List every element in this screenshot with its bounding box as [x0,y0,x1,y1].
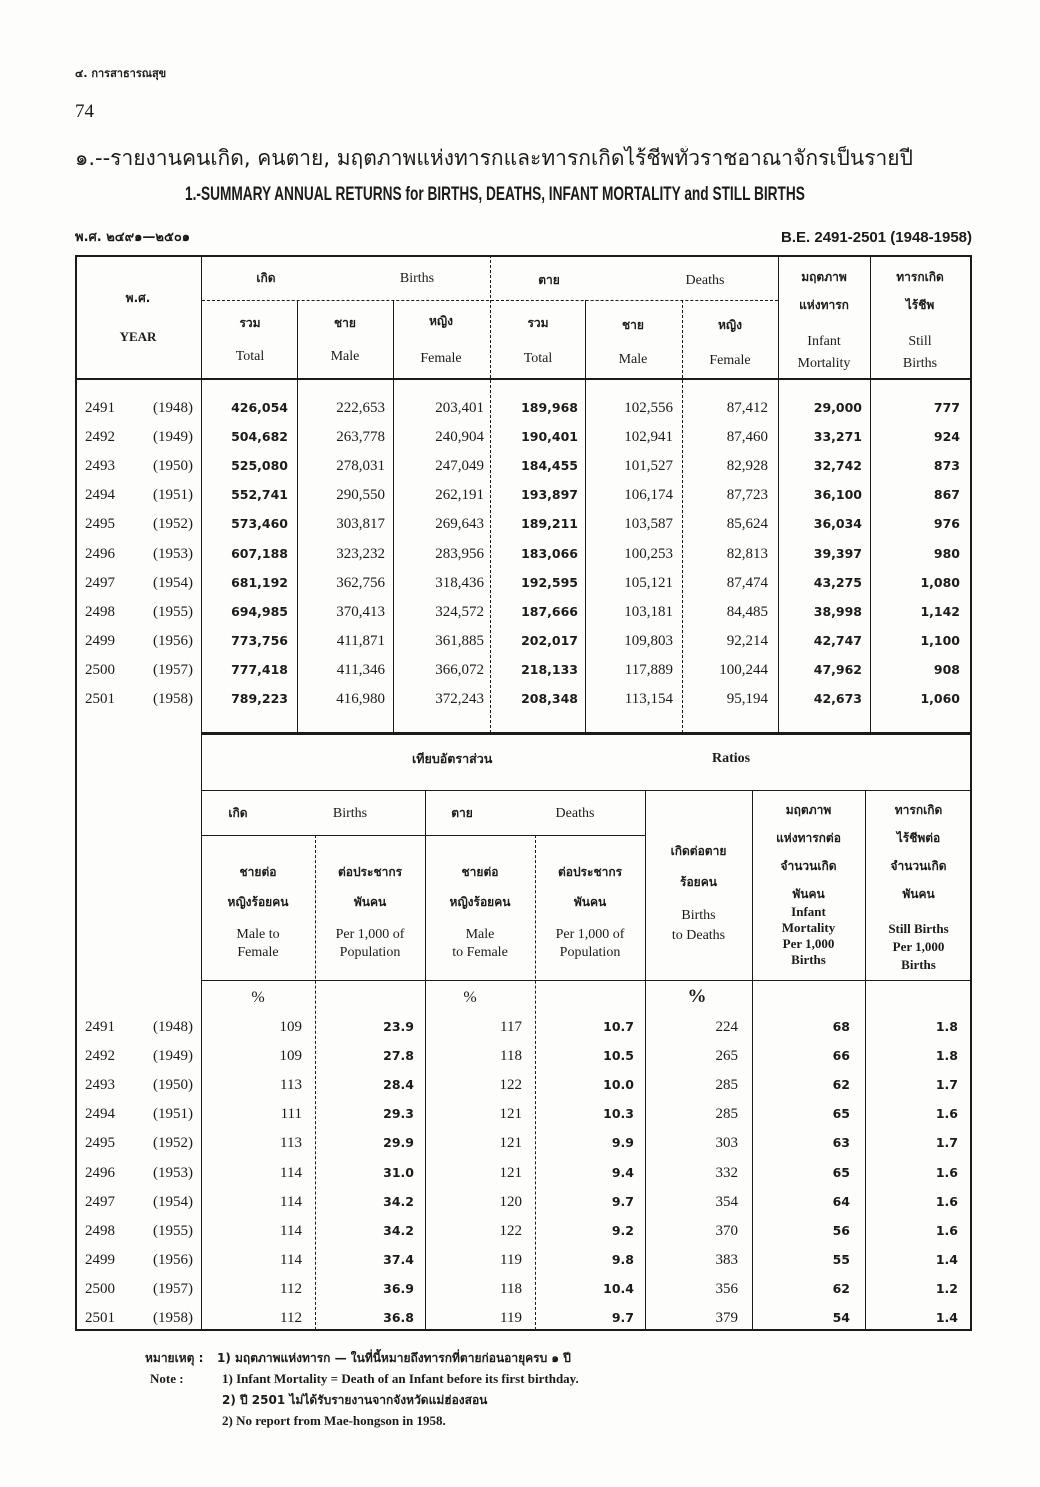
births-per-1000-cell: 29.9 [383,1135,414,1151]
year-be-cell: 2497 [85,1193,115,1210]
year-ad-cell: (1955) [153,603,193,620]
deaths-female-cell: 87,460 [726,429,768,446]
table-row [75,1104,971,1124]
still-births-per-1000-cell: 1.4 [935,1310,958,1325]
group-header-rule [201,835,645,836]
year-be-cell: 2499 [85,1251,115,1268]
infant-mortality-per-1000-cell: 65 [832,1106,850,1122]
births-male-cell: 370,413 [336,603,385,620]
infant-mortality-cell: 39,397 [813,545,862,561]
title-english: 1.-SUMMARY ANNUAL RETURNS for BIRTHS, DEATHS, INFANT MORTALITY and STILL BIRTHS [185,184,805,205]
deaths-male-header-thai: ชาย [622,318,644,332]
infant-mortality-cell: 29,000 [813,400,862,415]
year-ad-cell: (1952) [153,516,193,533]
year-be-cell: 2496 [85,1164,115,1181]
deaths-male-cell: 103,587 [624,516,673,533]
year-be-cell: 2500 [85,661,115,678]
table-row [75,1221,971,1241]
still-births-cell: 1,142 [920,603,960,619]
deaths-male-cell: 103,181 [624,603,673,620]
births-male-to-female-cell: 109 [279,1048,302,1065]
table-row [75,485,971,505]
table-row [75,631,971,651]
births-male-cell: 263,778 [336,429,385,446]
births-male-cell: 362,756 [336,574,385,591]
still-births-per-1000-cell: 1.2 [935,1280,958,1296]
year-be-cell: 2501 [85,1310,115,1326]
deaths-per-1000-cell: 9.8 [611,1251,634,1267]
infant-mortality-cell: 42,747 [813,632,862,648]
ratio-births-group: Births [332,806,368,821]
deaths-female-cell: 82,928 [726,458,768,475]
still-births-per-1000-cell: 1.6 [935,1164,958,1180]
table-row [75,660,971,680]
births-to-deaths-cell: 370 [715,1222,738,1239]
deaths-male-cell: 102,941 [624,429,673,446]
infant-mortality-header-thai: มฤตภาพ แห่งทารก [799,270,849,312]
deaths-total-cell: 218,133 [521,661,578,677]
year-ad-cell: (1955) [153,1222,193,1239]
infant-mortality-cell: 32,742 [813,458,862,474]
deaths-per-1000-header: Per 1,000 of Population [555,927,625,960]
deaths-total-cell: 189,211 [521,516,578,532]
births-male-to-female-header: Male to Female [236,927,280,960]
deaths-male-to-female-cell: 121 [499,1106,522,1123]
deaths-female-cell: 92,214 [726,632,768,649]
deaths-group-english: Deaths [685,273,725,288]
year-ad-cell: (1956) [153,632,193,649]
deaths-male-cell: 117,889 [624,661,673,678]
section-header: ๔. การสาธารณสุข [75,67,167,80]
births-male-to-female-cell: 109 [279,1019,302,1035]
deaths-group-thai: ตาย [538,273,560,287]
infant-mortality-per-1000-cell: 66 [832,1048,850,1064]
births-female-cell: 269,643 [435,516,484,533]
year-be-cell: 2493 [85,1077,115,1094]
deaths-male-to-female-cell: 118 [500,1048,522,1065]
header-bottom-rule [201,980,971,981]
deaths-female-header: Female [709,353,751,368]
deaths-male-cell: 106,174 [624,487,673,504]
deaths-male-to-female-cell: 119 [500,1251,522,1268]
deaths-female-cell: 85,624 [726,516,768,533]
births-to-deaths-cell: 285 [715,1106,738,1123]
still-births-cell: 867 [933,487,960,503]
deaths-per-1000-cell: 10.5 [603,1048,634,1064]
deaths-female-header-thai: หญิง [718,318,742,332]
infant-mortality-per-1000-cell: 63 [832,1135,850,1151]
infant-mortality-per-1000-cell: 65 [832,1164,850,1180]
year-be-cell: 2500 [85,1280,115,1297]
births-group-thai: เกิด [256,271,276,285]
deaths-total-header-thai: รวม [527,316,549,330]
births-total-cell: 681,192 [231,574,288,590]
deaths-male-to-female-cell: 121 [499,1164,522,1181]
still-births-per-1000-cell: 1.6 [935,1106,958,1122]
infant-mortality-per-1000-cell: 62 [832,1280,850,1296]
births-female-header-thai: หญิง [429,314,453,328]
deaths-female-cell: 82,813 [726,545,768,562]
still-births-ratio-header-thai: ทารกเกิด ไร้ชีพต่อ จำนวนเกิด พันคน [890,803,947,901]
table-row [75,1017,971,1037]
deaths-per-1000-cell: 9.7 [611,1193,634,1209]
births-male-to-female-cell: 112 [280,1310,302,1326]
still-births-per-1000-cell: 1.6 [935,1222,958,1238]
infant-mortality-per-1000-cell: 56 [832,1222,850,1238]
year-ad-cell: (1957) [153,1280,193,1297]
deaths-total-cell: 183,066 [521,545,578,561]
births-total-cell: 694,985 [231,603,288,619]
births-per-1000-cell: 31.0 [383,1164,414,1180]
still-births-cell: 980 [933,545,960,561]
year-be-cell: 2498 [85,603,115,620]
year-ad-cell: (1951) [153,487,193,504]
table-row [75,1279,971,1299]
year-header-english: YEAR [119,329,157,344]
year-ad-cell: (1951) [153,1106,193,1123]
deaths-female-cell: 87,723 [726,487,768,504]
still-births-per-1000-cell: 1.8 [935,1048,958,1064]
year-be-cell: 2501 [85,691,115,707]
deaths-female-cell: 95,194 [726,691,768,707]
births-female-cell: 203,401 [435,400,484,416]
note-1-thai: 1) มฤตภาพแห่งทารก — ในที่นี้หมายถึงทารกที่ตายก่อนอายุครบ ๑ ปี [217,1351,571,1365]
year-ad-cell: (1953) [153,545,193,562]
deaths-male-to-female-header-thai: ชายต่อ หญิงร้อยคน [449,865,511,909]
births-male-to-female-cell: 113 [280,1077,302,1094]
births-to-deaths-header-thai: เกิดต่อตาย ร้อยคน [670,844,727,889]
unit-percent: % [687,986,707,1007]
births-group-english: Births [399,271,435,286]
deaths-per-1000-cell: 9.2 [611,1222,634,1238]
still-births-cell: 976 [933,516,960,532]
year-ad-cell: (1950) [153,1077,193,1094]
deaths-female-cell: 84,485 [726,603,768,620]
infant-mortality-cell: 36,034 [813,516,862,532]
still-births-per-1000-cell: 1.7 [935,1135,958,1151]
deaths-per-1000-cell: 9.4 [611,1164,634,1180]
births-per-1000-cell: 36.8 [383,1310,414,1325]
births-to-deaths-cell: 265 [715,1048,738,1065]
births-female-header: Female [420,351,462,366]
table-row [75,602,971,622]
births-per-1000-cell: 34.2 [383,1222,414,1238]
title-thai: ๑.--รายงานคนเกิด, คนตาย, มฤตภาพแห่งทารกและทารกเกิดไร้ชีพทั่วราชอาณาจักรเป็นรายปี [75,146,913,170]
still-births-per-1000-cell: 1.6 [935,1193,958,1209]
infant-mortality-per-1000-cell: 54 [832,1310,850,1325]
ratios-title-thai: เทียบอัตราส่วน [412,751,493,766]
table-row [75,514,971,534]
births-per-1000-cell: 28.4 [383,1077,414,1093]
deaths-total-cell: 189,968 [521,400,578,415]
ratios-header-rule [201,790,971,791]
year-ad-cell: (1958) [153,691,193,707]
deaths-per-1000-cell: 10.7 [603,1019,634,1034]
year-be-cell: 2491 [85,1019,115,1035]
still-births-per-1000-cell: 1.8 [935,1019,958,1034]
table-row [75,544,971,564]
births-to-deaths-header: Births to Deaths [671,908,726,943]
births-total-header: Total [235,349,265,364]
births-male-to-female-cell: 114 [280,1164,302,1181]
births-male-cell: 416,980 [336,691,385,707]
year-be-cell: 2493 [85,458,115,475]
births-male-header: Male [330,349,360,364]
year-be-cell: 2499 [85,632,115,649]
infant-mortality-cell: 33,271 [813,429,862,445]
births-per-1000-cell: 37.4 [383,1251,414,1267]
year-ad-cell: (1950) [153,458,193,475]
ratio-births-group-thai: เกิด [228,806,248,820]
deaths-male-cell: 105,121 [624,574,673,591]
table-row [75,398,971,418]
infant-mortality-cell: 43,275 [813,574,862,590]
year-ad-cell: (1954) [153,1193,193,1210]
births-male-cell: 323,232 [336,545,385,562]
births-to-deaths-cell: 303 [715,1135,738,1152]
year-ad-cell: (1949) [153,1048,193,1065]
infant-mortality-ratio-header-thai: มฤตภาพ แห่งทารกต่อ จำนวนเกิด พันคน [776,803,841,901]
deaths-male-cell: 109,803 [624,632,673,649]
births-female-cell: 361,885 [435,632,484,649]
births-female-cell: 283,956 [435,545,484,562]
deaths-female-cell: 100,244 [719,661,768,678]
births-total-cell: 777,418 [231,661,288,677]
year-be-cell: 2496 [85,545,115,562]
births-female-cell: 262,191 [435,487,484,504]
infant-mortality-per-1000-cell: 62 [832,1077,850,1093]
births-total-cell: 773,756 [231,632,288,648]
still-births-cell: 1,060 [920,691,960,706]
infant-mortality-per-1000-cell: 64 [832,1193,850,1209]
note-label-thai: หมายเหตุ : [145,1351,204,1365]
year-be-cell: 2495 [85,516,115,533]
year-be-cell: 2495 [85,1135,115,1152]
deaths-male-cell: 113,154 [624,691,673,707]
births-female-cell: 247,049 [435,458,484,475]
deaths-per-1000-header-thai: ต่อประชากร พันคน [557,865,623,909]
table-row [75,1046,971,1066]
year-be-cell: 2494 [85,1106,115,1123]
births-female-cell: 366,072 [435,661,484,678]
note-2-thai: 2) ปี 2501 ไม่ได้รับรายงานจากจังหวัดแม่ฮ่องสอน [222,1393,488,1407]
still-births-per-1000-cell: 1.7 [935,1077,958,1093]
deaths-per-1000-cell: 10.4 [603,1280,634,1296]
deaths-total-cell: 192,595 [521,574,578,590]
deaths-per-1000-cell: 9.9 [611,1135,634,1151]
year-be-cell: 2498 [85,1222,115,1239]
year-ad-cell: (1953) [153,1164,193,1181]
deaths-total-cell: 190,401 [521,429,578,445]
deaths-male-cell: 100,253 [624,545,673,562]
deaths-female-cell: 87,412 [726,400,768,416]
year-ad-cell: (1952) [153,1135,193,1152]
year-header-thai: พ.ศ. [125,291,151,305]
births-to-deaths-cell: 224 [715,1019,738,1035]
births-male-to-female-cell: 112 [280,1280,302,1297]
deaths-total-header: Total [523,351,553,366]
still-births-cell: 908 [933,661,960,677]
table-row [75,1192,971,1212]
births-total-cell: 525,080 [231,458,288,474]
births-per-1000-cell: 36.9 [383,1280,414,1296]
table-row [75,1308,971,1328]
deaths-male-to-female-cell: 122 [499,1222,522,1239]
births-male-cell: 290,550 [336,487,385,504]
deaths-male-to-female-cell: 120 [499,1193,522,1210]
year-be-cell: 2491 [85,400,115,416]
deaths-total-cell: 208,348 [521,691,578,706]
deaths-male-to-female-cell: 122 [499,1077,522,1094]
year-ad-cell: (1948) [153,400,193,416]
births-total-cell: 552,741 [231,487,288,503]
still-births-cell: 777 [933,400,960,415]
infant-mortality-ratio-header: Infant Mortality Per 1,000 Births [781,904,836,967]
deaths-male-to-female-header: Male to Female [452,927,508,960]
still-births-cell: 1,100 [920,632,960,648]
table-row [75,1075,971,1095]
still-births-cell: 924 [933,429,960,445]
births-to-deaths-cell: 379 [715,1310,738,1326]
births-total-cell: 573,460 [231,516,288,532]
births-male-to-female-cell: 114 [280,1222,302,1239]
still-births-per-1000-cell: 1.4 [935,1251,958,1267]
births-per-1000-header: Per 1,000 of Population [335,927,405,960]
deaths-male-to-female-cell: 117 [500,1019,522,1035]
table-row [75,1133,971,1153]
births-male-cell: 411,871 [336,632,385,649]
births-male-to-female-cell: 114 [280,1193,302,1210]
ratio-deaths-group: Deaths [555,806,595,821]
births-per-1000-cell: 23.9 [383,1019,414,1034]
table-row [75,1250,971,1270]
year-be-cell: 2497 [85,574,115,591]
year-ad-cell: (1948) [153,1019,193,1035]
table-row [75,689,971,709]
births-per-1000-cell: 34.2 [383,1193,414,1209]
births-to-deaths-cell: 383 [715,1251,738,1268]
births-per-1000-cell: 27.8 [383,1048,414,1064]
infant-mortality-per-1000-cell: 55 [832,1251,850,1267]
year-ad-cell: (1956) [153,1251,193,1268]
note-1: 1) Infant Mortality = Death of an Infant before its first birthday. [222,1371,579,1386]
births-female-cell: 372,243 [435,691,484,707]
year-ad-cell: (1958) [153,1310,193,1326]
births-female-cell: 324,572 [435,603,484,620]
deaths-per-1000-cell: 10.0 [603,1077,634,1093]
births-total-cell: 504,682 [231,429,288,445]
births-male-cell: 411,346 [336,661,385,678]
unit-percent: % [463,989,477,1006]
table-row [75,1163,971,1183]
births-total-cell: 426,054 [231,400,288,415]
note-2: 2) No report from Mae-hongson in 1958. [222,1413,446,1428]
births-to-deaths-cell: 285 [715,1077,738,1094]
page-number: 74 [75,101,94,122]
table-row [75,573,971,593]
header-bottom-rule [75,378,971,380]
still-births-header: Still Births [902,334,938,371]
deaths-per-1000-cell: 10.3 [603,1106,634,1122]
deaths-male-cell: 102,556 [624,400,673,416]
infant-mortality-cell: 47,962 [813,661,862,677]
births-male-to-female-header-thai: ชายต่อ หญิงร้อยคน [227,865,289,909]
births-male-to-female-cell: 111 [280,1106,302,1123]
deaths-female-cell: 87,474 [726,574,768,591]
year-be-cell: 2492 [85,429,115,446]
infant-mortality-header: Infant Mortality [797,334,851,371]
still-births-header-thai: ทารกเกิด ไร้ชีพ [896,270,944,312]
births-male-header-thai: ชาย [334,316,356,330]
births-per-1000-cell: 29.3 [383,1106,414,1122]
births-to-deaths-cell: 356 [715,1280,738,1297]
year-ad-cell: (1957) [153,661,193,678]
deaths-male-header: Male [618,352,648,367]
births-to-deaths-cell: 354 [715,1193,738,1210]
deaths-total-cell: 193,897 [521,487,578,503]
infant-mortality-cell: 36,100 [813,487,862,503]
deaths-total-cell: 184,455 [521,458,578,474]
ratio-deaths-group-thai: ตาย [451,806,473,820]
still-births-cell: 873 [933,458,960,474]
births-to-deaths-cell: 332 [715,1164,738,1181]
births-male-cell: 222,653 [336,400,385,416]
still-births-ratio-header: Still Births Per 1,000 Births [888,921,949,972]
deaths-male-cell: 101,527 [624,458,673,475]
infant-mortality-per-1000-cell: 68 [832,1019,850,1034]
deaths-male-to-female-cell: 118 [500,1280,522,1297]
year-ad-cell: (1954) [153,574,193,591]
deaths-total-cell: 187,666 [521,603,578,619]
year-be-cell: 2492 [85,1048,115,1065]
year-be-cell: 2494 [85,487,115,504]
table-row [75,456,971,476]
still-births-cell: 1,080 [920,574,960,590]
infant-mortality-cell: 42,673 [813,691,862,706]
births-male-cell: 303,817 [336,516,385,533]
year-ad-cell: (1949) [153,429,193,446]
table-row [75,427,971,447]
unit-percent: % [251,989,265,1006]
deaths-male-to-female-cell: 121 [499,1135,522,1152]
births-per-1000-header-thai: ต่อประชากร พันคน [337,865,403,909]
period-thai: พ.ศ. ๒๔๙๑—๒๕๐๑ [75,230,191,245]
note-label: Note : [150,1371,184,1386]
births-male-to-female-cell: 114 [280,1251,302,1268]
births-male-to-female-cell: 113 [280,1135,302,1152]
period-english: B.E. 2491-2501 (1948-1958) [781,229,972,246]
births-total-cell: 789,223 [231,691,288,706]
deaths-male-to-female-cell: 119 [500,1310,522,1326]
deaths-per-1000-cell: 9.7 [611,1310,634,1325]
infant-mortality-cell: 38,998 [813,603,862,619]
deaths-total-cell: 202,017 [521,632,578,648]
births-total-header-thai: รวม [239,316,261,330]
births-female-cell: 318,436 [435,574,484,591]
ratios-title: Ratios [712,751,751,766]
births-total-cell: 607,188 [231,545,288,561]
section-divider-rule [201,732,971,735]
births-male-cell: 278,031 [336,458,385,475]
births-female-cell: 240,904 [435,429,484,446]
